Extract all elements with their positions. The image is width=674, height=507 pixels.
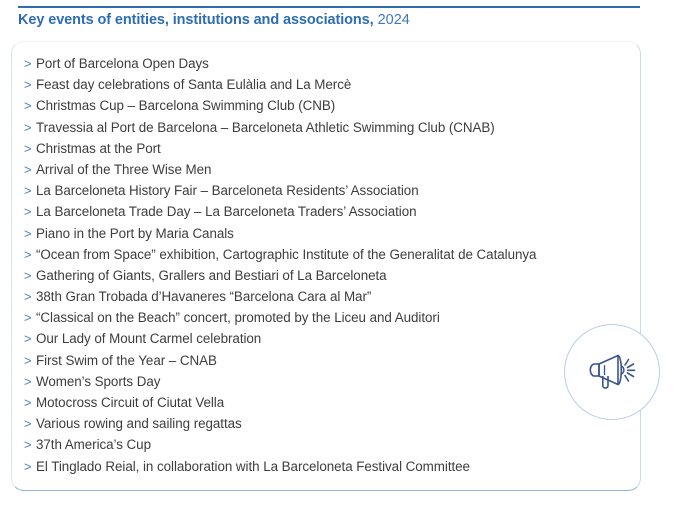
list-item [24,307,624,328]
list-item-label: 38th Gran Trobada d’Havaneres “Barcelona Cara al Mar” [36,289,372,305]
list-item [24,53,624,74]
chevron-right-marker-icon: > [24,56,32,71]
chevron-right-marker-icon: > [24,416,32,432]
list-item [24,201,624,222]
chevron-right-marker-icon: > [24,225,32,241]
chevron-right-marker-icon: > [24,204,32,220]
list-item-label: Arrival of the Three Wise Men [36,161,212,177]
list-item-label: El Tinglado Reial, in collaboration with La Barceloneta Festival Committee [36,458,470,474]
list-item-label: Piano in the Port by Maria Canals [36,225,234,241]
list-item [24,350,624,371]
list-item [24,413,624,434]
chevron-right-marker-icon: > [24,246,32,262]
page-title [18,10,410,30]
chevron-right-marker-icon: > [24,267,32,283]
list-item-label: Christmas Cup – Barcelona Swimming Club (CNB) [36,98,336,114]
list-item-label: Port of Barcelona Open Days [36,56,209,71]
list-item-label: Our Lady of Mount Carmel celebration [36,331,262,347]
list-item-label: La Barceloneta History Fair – Barceloneta Residents’ Association [36,183,419,199]
list-item-label: Gathering of Giants, Grallers and Bestiari of La Barceloneta [36,267,387,283]
list-item [24,223,624,244]
chevron-right-marker-icon: > [24,310,32,326]
list-item-label: Travessia al Port de Barcelona – Barceloneta Athletic Swimming Club (CNAB) [36,119,495,135]
chevron-right-marker-icon: > [24,119,32,135]
chevron-right-marker-icon: > [24,458,32,474]
chevron-right-marker-icon: > [24,140,32,156]
list-item [24,328,624,349]
list-item [24,159,624,180]
list-item-label: Women’s Sports Day [36,373,161,389]
list-item [24,244,624,265]
chevron-right-marker-icon: > [24,161,32,177]
list-item [24,74,624,95]
top-divider [18,6,640,8]
chevron-right-marker-icon: > [24,395,32,410]
list-item-label: La Barceloneta Trade Day – La Barceloneta Traders’ Association [36,204,417,220]
megaphone-icon [585,350,639,394]
list-item [24,265,624,286]
list-item [24,117,624,138]
list-item-label: Christmas at the Port [36,140,161,156]
list-item [24,371,624,392]
list-item-label: 37th America’s Cup [36,437,151,453]
list-item-label: Various rowing and sailing regattas [36,416,242,432]
chevron-right-marker-icon: > [24,77,32,93]
megaphone-badge [564,324,660,420]
list-item [24,434,624,455]
chevron-right-marker-icon: > [24,183,32,199]
list-item-label: “Classical on the Beach” concert, promoted by the Liceu and Auditori [36,310,440,326]
events-list [24,53,624,477]
chevron-right-marker-icon: > [24,437,32,453]
list-item-label: Motocross Circuit of Ciutat Vella [36,395,225,410]
chevron-right-marker-icon: > [24,289,32,305]
chevron-right-marker-icon: > [24,373,32,389]
list-item [24,180,624,201]
list-item-label: “Ocean from Space” exhibition, Cartographic Institute of the Generalitat de Catalunya [36,246,537,262]
chevron-right-marker-icon: > [24,331,32,347]
list-item [24,138,624,159]
page-title-main: Key events of entities, institutions and associations, [18,12,374,28]
list-item-label: Feast day celebrations of Santa Eulàlia and La Mercè [36,77,352,93]
page-title-year: 2024 [377,12,410,28]
chevron-right-marker-icon: > [24,352,32,368]
list-item [24,286,624,307]
list-item-label: First Swim of the Year – CNAB [36,352,217,368]
list-item [24,392,624,413]
list-item [24,95,624,116]
chevron-right-marker-icon: > [24,98,32,114]
list-item [24,456,624,477]
